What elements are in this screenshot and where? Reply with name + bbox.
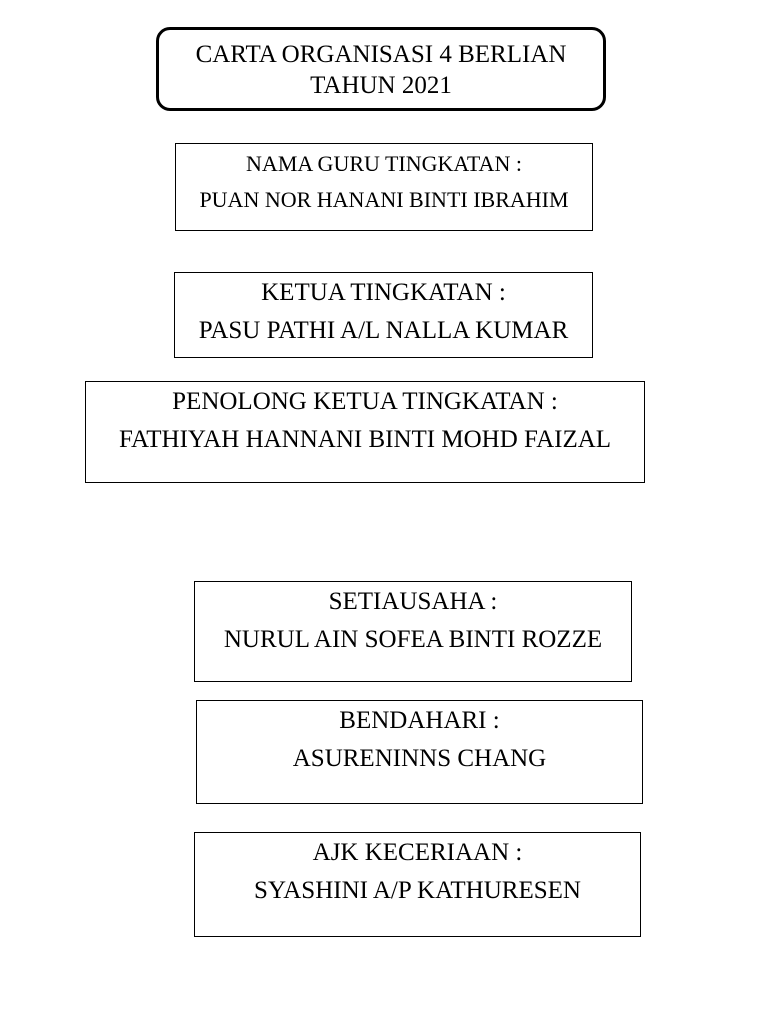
ajk-keceriaan-label: AJK KECERIAAN : xyxy=(312,839,523,866)
ketua-tingkatan-box xyxy=(174,272,593,358)
chart-title-line2: TAHUN 2021 xyxy=(310,72,452,99)
bendahari-label: BENDAHARI : xyxy=(339,707,500,734)
guru-tingkatan-box xyxy=(175,143,593,231)
guru-tingkatan-label: NAMA GURU TINGKATAN : xyxy=(246,151,522,176)
penolong-ketua-tingkatan-name: FATHIYAH HANNANI BINTI MOHD FAIZAL xyxy=(118,426,612,453)
ajk-keceriaan-name: SYASHINI A/P KATHURESEN xyxy=(254,877,581,904)
bendahari-box xyxy=(196,700,643,804)
setiausaha-box xyxy=(194,581,632,682)
chart-title-line1: CARTA ORGANISASI 4 BERLIAN xyxy=(195,41,567,68)
guru-tingkatan-name: PUAN NOR HANANI BINTI IBRAHIM xyxy=(199,187,569,212)
ketua-tingkatan-name: PASU PATHI A/L NALLA KUMAR xyxy=(198,317,569,344)
ketua-tingkatan-label: KETUA TINGKATAN : xyxy=(261,279,506,306)
ajk-keceriaan-box xyxy=(194,832,641,937)
setiausaha-name: NURUL AIN SOFEA BINTI ROZZE xyxy=(223,626,603,653)
chart-title-box xyxy=(156,27,606,111)
penolong-ketua-tingkatan-label: PENOLONG KETUA TINGKATAN : xyxy=(172,388,558,415)
setiausaha-label: SETIAUSAHA : xyxy=(328,588,498,615)
penolong-ketua-tingkatan-box xyxy=(85,381,645,483)
bendahari-name: ASURENINNS CHANG xyxy=(292,745,547,772)
